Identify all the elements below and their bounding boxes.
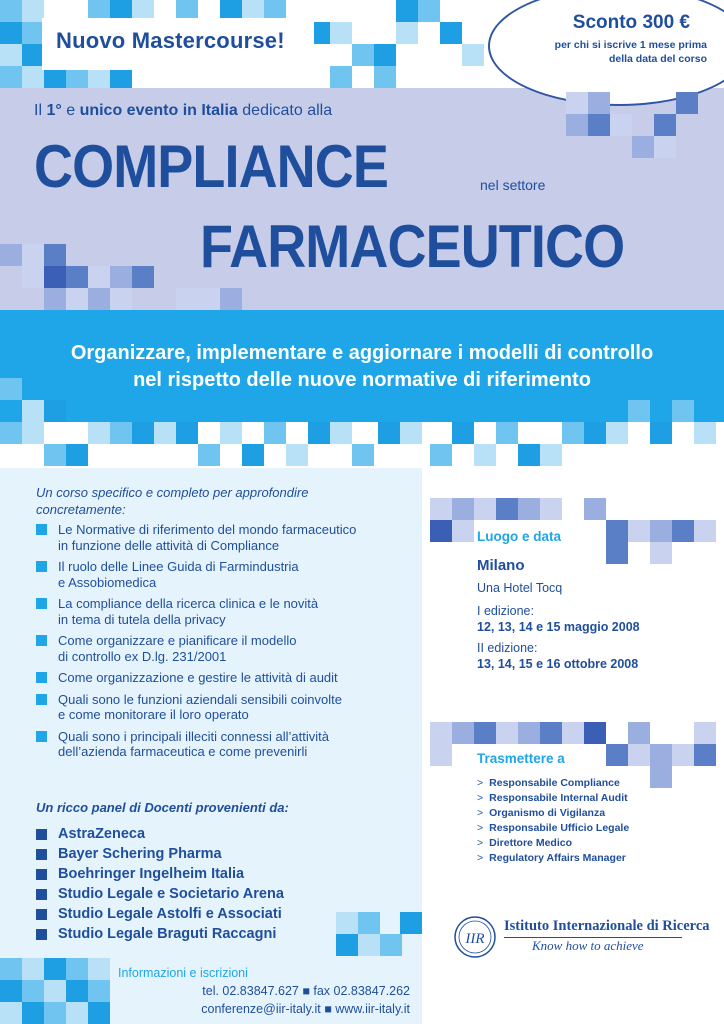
edition-1-dates: 12, 13, 14 e 15 maggio 2008: [477, 620, 640, 634]
venue-label: Luogo e data: [477, 529, 561, 544]
audience-label: Trasmettere a: [477, 751, 565, 766]
list-item: Bayer Schering Pharma: [36, 844, 284, 864]
list-item: Studio Legale e Societario Arena: [36, 884, 284, 904]
list-item: AstraZeneca: [36, 824, 284, 844]
list-item: > Responsabile Ufficio Legale: [477, 822, 630, 834]
list-item: Le Normative di riferimento del mondo farmaceutico in funzione delle attività di Compliance: [36, 522, 416, 553]
faculty-list: [36, 824, 284, 944]
mastercourse-badge: Nuovo Mastercourse!: [56, 28, 285, 53]
venue-city: Milano: [477, 557, 525, 574]
chevron-right-icon: >: [477, 807, 484, 819]
chevron-right-icon: >: [477, 837, 484, 849]
list-item: > Responsabile Compliance: [477, 777, 620, 789]
contact-title: Informazioni e iscrizioni: [118, 966, 248, 980]
title-connector: nel settore: [480, 177, 546, 193]
contact-email-web[interactable]: conferenze@iir-italy.it ■ www.iir-italy.it: [201, 1002, 410, 1016]
edition-2-label: II edizione:: [477, 641, 538, 655]
topic-list: [36, 522, 416, 766]
logo-name: Istituto Internazionale di Ricerca: [504, 918, 710, 934]
chevron-right-icon: >: [477, 777, 484, 789]
list-item: Il ruolo delle Linee Guida di Farmindustria e Assobiomedica: [36, 559, 416, 590]
square-bullet-icon: [36, 869, 47, 880]
square-bullet-icon: [36, 909, 47, 920]
edition-2-dates: 13, 14, 15 e 16 ottobre 2008: [477, 657, 639, 671]
chevron-right-icon: >: [477, 852, 484, 864]
title-farmaceutico: FARMACEUTICO: [200, 213, 625, 280]
list-item: Come organizzare e pianificare il modello di controllo ex D.lg. 231/2001: [36, 633, 416, 664]
square-bullet-icon: [36, 731, 47, 742]
square-bullet-icon: [36, 524, 47, 535]
list-item: Studio Legale Braguti Raccagni: [36, 924, 284, 944]
list-item: > Direttore Medico: [477, 837, 572, 849]
audience-list: [477, 776, 629, 866]
panel-heading: Un ricco panel di Docenti provenienti da:: [36, 800, 289, 815]
square-bullet-icon: [36, 598, 47, 609]
logo-tagline: Know how to achieve: [532, 938, 644, 953]
square-bullet-icon: [36, 635, 47, 646]
venue-name: Una Hotel Tocq: [477, 581, 563, 595]
list-item: > Responsabile Internal Audit: [477, 792, 628, 804]
list-item: Quali sono i principali illeciti connessi all’attività dell’azienda farmaceutica e come prevenirli: [36, 729, 416, 760]
square-bullet-icon: [36, 561, 47, 572]
list-item: > Organismo di Vigilanza: [477, 807, 606, 819]
course-intro: Un corso specifico e completo per approfondire concretamente:: [36, 485, 309, 517]
iir-logo-icon: [452, 914, 498, 960]
list-item: Quali sono le funzioni aziendali sensibili coinvolte e come monitorare il loro operato: [36, 692, 416, 723]
discount-conditions: per chi si iscrive 1 mese prima della data del corso: [554, 39, 707, 65]
square-bullet-icon: [36, 929, 47, 940]
chevron-right-icon: >: [477, 822, 484, 834]
title-compliance: COMPLIANCE: [34, 133, 389, 200]
list-item: Come organizzazione e gestire le attività di audit: [36, 670, 416, 686]
edition-1-label: I edizione:: [477, 604, 534, 618]
list-item: La compliance della ricerca clinica e le novità in tema di tutela della privacy: [36, 596, 416, 627]
subtitle: Organizzare, implementare e aggiornare i modelli di controllo nel rispetto delle nuove normative di riferimento: [70, 342, 654, 391]
square-bullet-icon: [36, 829, 47, 840]
square-bullet-icon: [36, 889, 47, 900]
chevron-right-icon: >: [477, 792, 484, 804]
square-bullet-icon: [36, 672, 47, 683]
square-bullet-icon: [36, 849, 47, 860]
logo-monogram: IIR: [465, 931, 485, 947]
contact-phone-fax[interactable]: tel. 02.83847.627 ■ fax 02.83847.262: [202, 984, 410, 998]
list-item: > Regulatory Affairs Manager: [477, 852, 626, 864]
list-item: Studio Legale Astolfi e Associati: [36, 904, 284, 924]
discount-title: Sconto 300 €: [572, 12, 690, 33]
square-bullet-icon: [36, 694, 47, 705]
list-item: Boehringer Ingelheim Italia: [36, 864, 284, 884]
hero-intro: Il 1° e unico evento in Italia dedicato alla: [34, 102, 333, 119]
